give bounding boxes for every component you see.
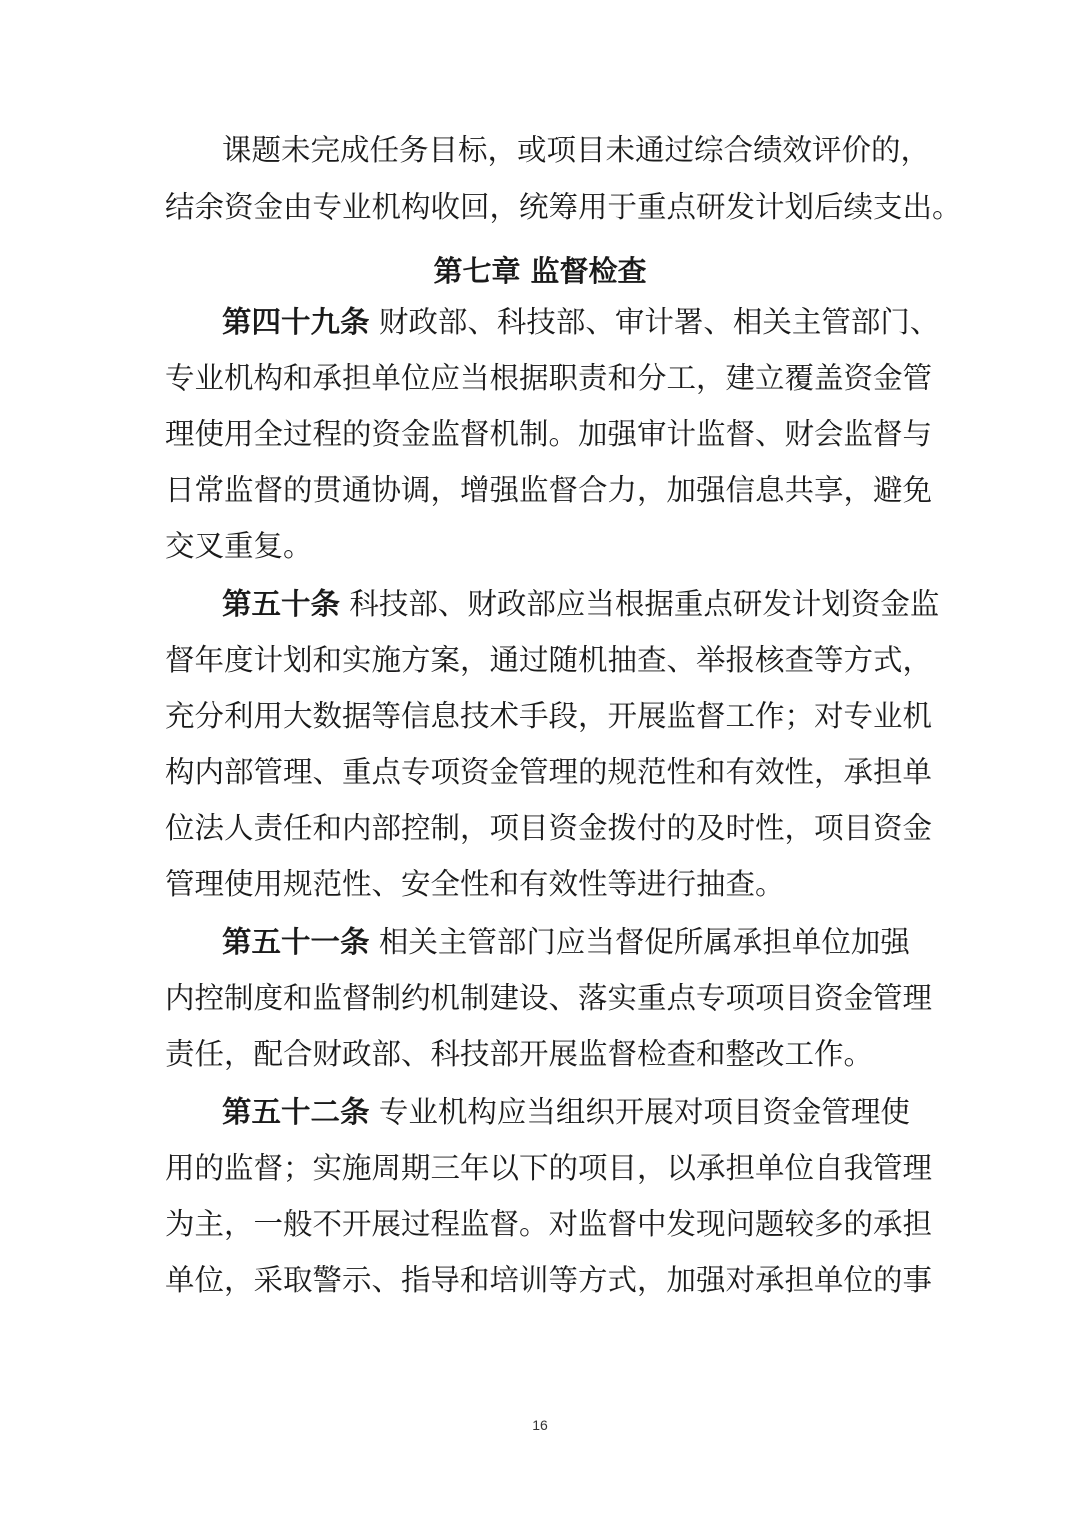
- paragraph-line: 单位，采取警示、指导和培训等方式，加强对承担单位的事: [165, 1263, 933, 1297]
- article-title: 第五十一条: [222, 925, 370, 959]
- article-text: 专业机构应当组织开展对项目资金管理使: [369, 1095, 910, 1129]
- paragraph-line: 用的监督；实施周期三年以下的项目，以承担单位自我管理: [165, 1151, 933, 1185]
- article-first-line: [222, 922, 917, 962]
- article-title: 第四十九条: [222, 305, 370, 339]
- paragraph-line: 管理使用规范性、安全性和有效性等进行抽查。: [165, 867, 785, 901]
- paragraph-line: 课题未完成任务目标，或项目未通过综合绩效评价的，: [222, 133, 931, 167]
- article-title: 第五十二条: [222, 1095, 370, 1129]
- paragraph-line: 充分利用大数据等信息技术手段，开展监督工作；对专业机: [165, 699, 933, 733]
- paragraph-line: 位法人责任和内部控制，项目资金拨付的及时性，项目资金: [165, 811, 933, 845]
- paragraph-line: 理使用全过程的资金监督机制。加强审计监督、财会监督与: [165, 417, 933, 451]
- article-text: 相关主管部门应当督促所属承担单位加强: [369, 925, 910, 959]
- article-text: 科技部、财政部应当根据重点研发计划资金监: [340, 587, 940, 621]
- article-title: 第五十条: [222, 587, 341, 621]
- paragraph-line: 日常监督的贯通协调，增强监督合力，加强信息共享，避免: [165, 473, 933, 507]
- paragraph-line: 专业机构和承担单位应当根据职责和分工，建立覆盖资金管: [165, 361, 933, 395]
- paragraph-line: 督年度计划和实施方案，通过随机抽查、举报核查等方式，: [165, 643, 933, 677]
- article-text: 财政部、科技部、审计署、相关主管部门、: [369, 305, 940, 339]
- paragraph-line: 为主，一般不开展过程监督。对监督中发现问题较多的承担: [165, 1207, 933, 1241]
- article-first-line: [222, 584, 940, 624]
- article-first-line: [222, 302, 940, 342]
- chapter-heading: 第七章 监督检查: [433, 254, 647, 288]
- paragraph-line: 内控制度和监督制约机制建设、落实重点专项项目资金管理: [165, 981, 933, 1015]
- article-first-line: [222, 1092, 917, 1132]
- page-number: 16: [532, 1417, 548, 1433]
- paragraph-line: 构内部管理、重点专项资金管理的规范性和有效性，承担单: [165, 755, 933, 789]
- paragraph-line: 结余资金由专业机构收回，统筹用于重点研发计划后续支出。: [165, 190, 962, 224]
- paragraph-line: 责任，配合财政部、科技部开展监督检查和整改工作。: [165, 1037, 874, 1071]
- paragraph-line: 交叉重复。: [165, 529, 313, 563]
